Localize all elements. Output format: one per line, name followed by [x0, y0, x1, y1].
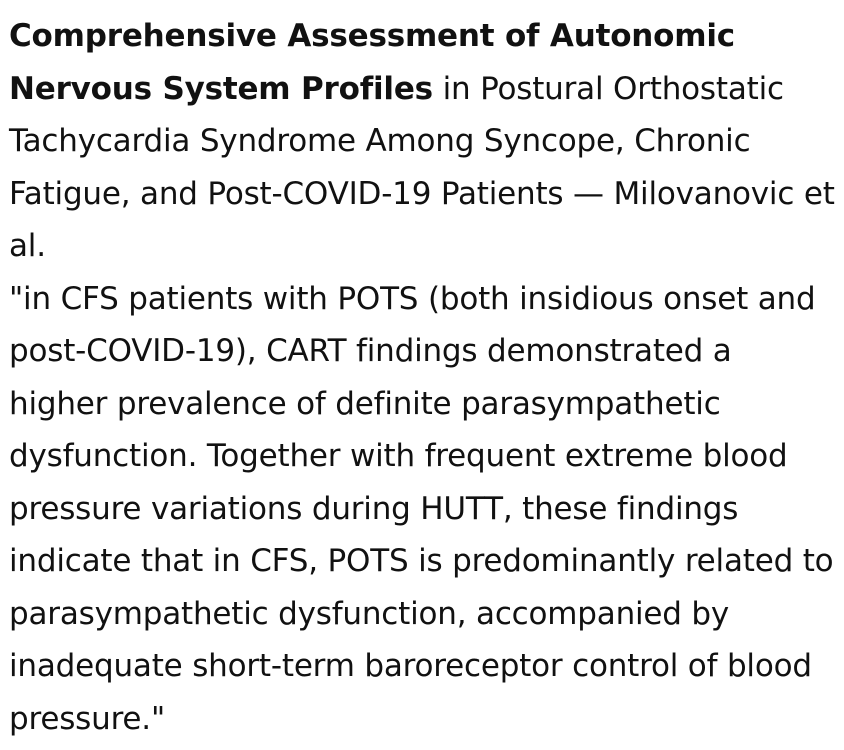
citation [9, 10, 836, 273]
article-title-bold: Comprehensive Assessment of Autonomic Nervous System Profiles [9, 18, 735, 107]
quote-text: "in CFS patients with POTS (both insidious onset and post-COVID-19), CART findings demonstrated a higher prevalence of definite parasympathetic dysfunction. Together with frequent extreme blood pressure variations during HUTT, these findings indicate that in CFS, POTS is predominantly related to parasympathetic dysfunction, accompanied by inadequate short-term baroreceptor control of blood pressure." [9, 280, 834, 737]
article-title-rest: in Postural Orthostatic Tachycardia Syndrome Among Syncope, Chronic Fatigue, and Post-COVID-19 Patients — Milovanovic et al. [9, 70, 835, 264]
